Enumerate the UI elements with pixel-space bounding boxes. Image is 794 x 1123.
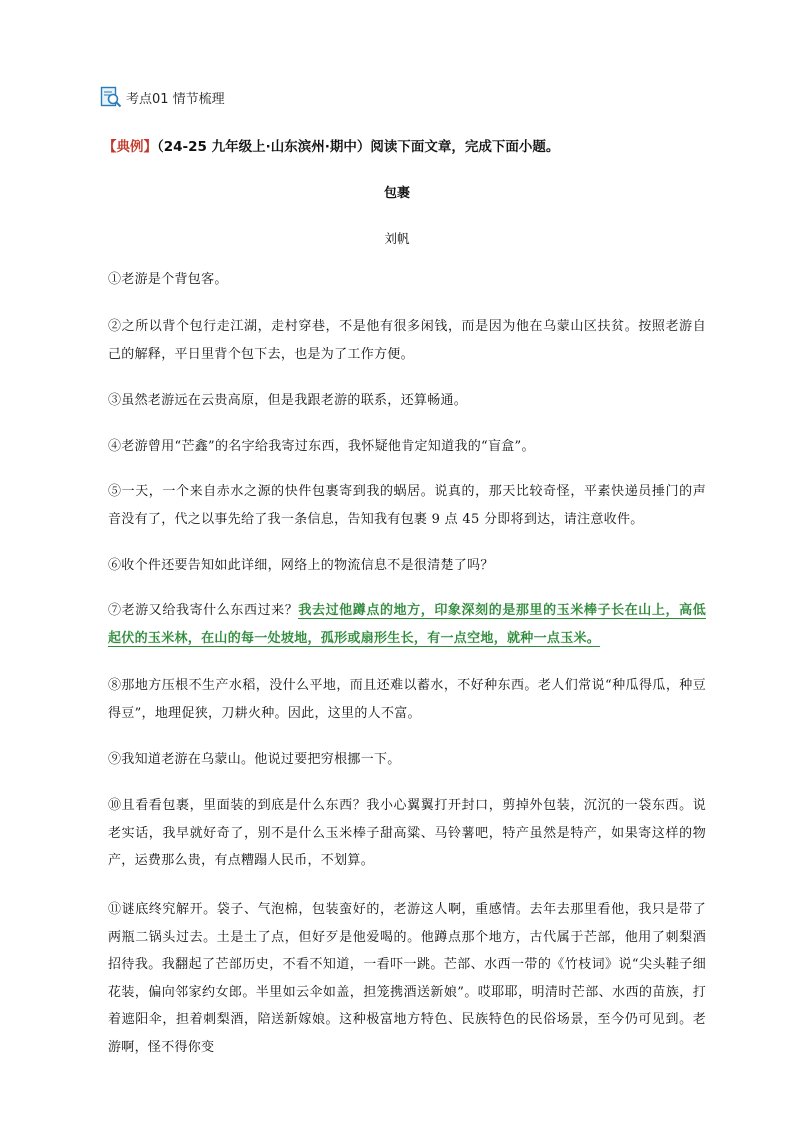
paragraph-1: ①老游是个背包客。 (108, 272, 228, 287)
paragraph-3: ③虽然老游远在云贵高原，但是我跟老游的联系，还算畅通。 (108, 393, 468, 408)
paragraph-9: ⑨我知道老游在乌蒙山。他说过要把穷根挪一下。 (108, 752, 401, 767)
paragraph-7-text: ⑦老游又给我寄什么东西过来？ (108, 603, 299, 618)
section-header (100, 86, 225, 108)
section-header-label: 考点01 情节梳理 (126, 91, 225, 107)
magnifier-document-icon (100, 86, 122, 108)
paragraph-7-highlight: 我去过他蹲点的地方，印象深刻的是那里的玉米棒子长在山上，高低起伏的玉米林，在山的每一处坡地，孤形或扇形生长，有一点空地，就种一点玉米。 (108, 603, 706, 646)
paragraph-10: ⑩且看看包裹，里面装的到底是什么东西？我小心翼翼打开封口，剪掉外包装，沉沉的一袋东西。说老实话，我早就好奇了，别不是什么玉米棒子甜高粱、马铃薯吧，特产虽然是特产，如果寄这样的物产，运费那么贵，有点糟蹋人民币，不划算。 (108, 798, 706, 868)
paragraph-11: ⑪谜底终究解开。袋子、气泡棉，包装蛮好的，老游这人啊，重感情。去年去那里看他，我只是带了两瓶二锅头过去。土是土了点，但好歹是他爱喝的。他蹲点那个地方，古代属于芒部，他用了刺梨酒招待我。我翻起了芒部历史，不看不知道，一看吓一跳。芒部、水西一带的《竹枝词》说“尖头鞋子细花装，偏向邻家约女郎。半里如云伞如盖，担笼携酒送新娘”。哎耶耶，明清时芒部、水西的苗族，打着遮阳伞，担着刺梨酒，陪送新嫁娘。这种极富地方特色、民族特色的民俗场景，至今仍可见到。老游啊，怪不得你变 (108, 902, 706, 1055)
paragraph-7 (108, 597, 706, 652)
example-tag: 【典例】 (103, 139, 157, 155)
example-text: （24-25 九年级上·山东滨州·期中）阅读下面文章，完成下面小题。 (157, 139, 560, 155)
article-title: 包裹 (383, 186, 410, 201)
paragraph-8: ⑧那地方压根不生产水稻，没什么平地，而且还难以蓄水，不好种东西。老人们常说“种瓜得瓜，种豆得豆”，地理促狭，刀耕火种。因此，这里的人不富。 (108, 678, 706, 721)
paragraph-4: ④老游曾用“芒鑫”的名字给我寄过东西，我怀疑他肯定知道我的“盲盒”。 (108, 439, 535, 454)
paragraph-2: ②之所以背个包行走江湖，走村穿巷，不是他有很多闲钱，而是因为他在乌蒙山区扶贫。按照老游自己的解释，平日里背个包下去，也是为了工作方便。 (108, 319, 706, 362)
paragraph-6: ⑥收个件还要告知如此详细，网络上的物流信息不是很清楚了吗？ (108, 558, 494, 573)
example-instruction (103, 135, 723, 155)
article-author: 刘帆 (384, 231, 410, 246)
paragraph-5: ⑤一天，一个来自赤水之源的快件包裹寄到我的蜗居。说真的，那天比较奇怪，平素快递员捶门的声音没有了，代之以事先给了我一条信息，告知我有包裹 9 点 45 分即将到达，请注意收件。 (108, 484, 706, 527)
